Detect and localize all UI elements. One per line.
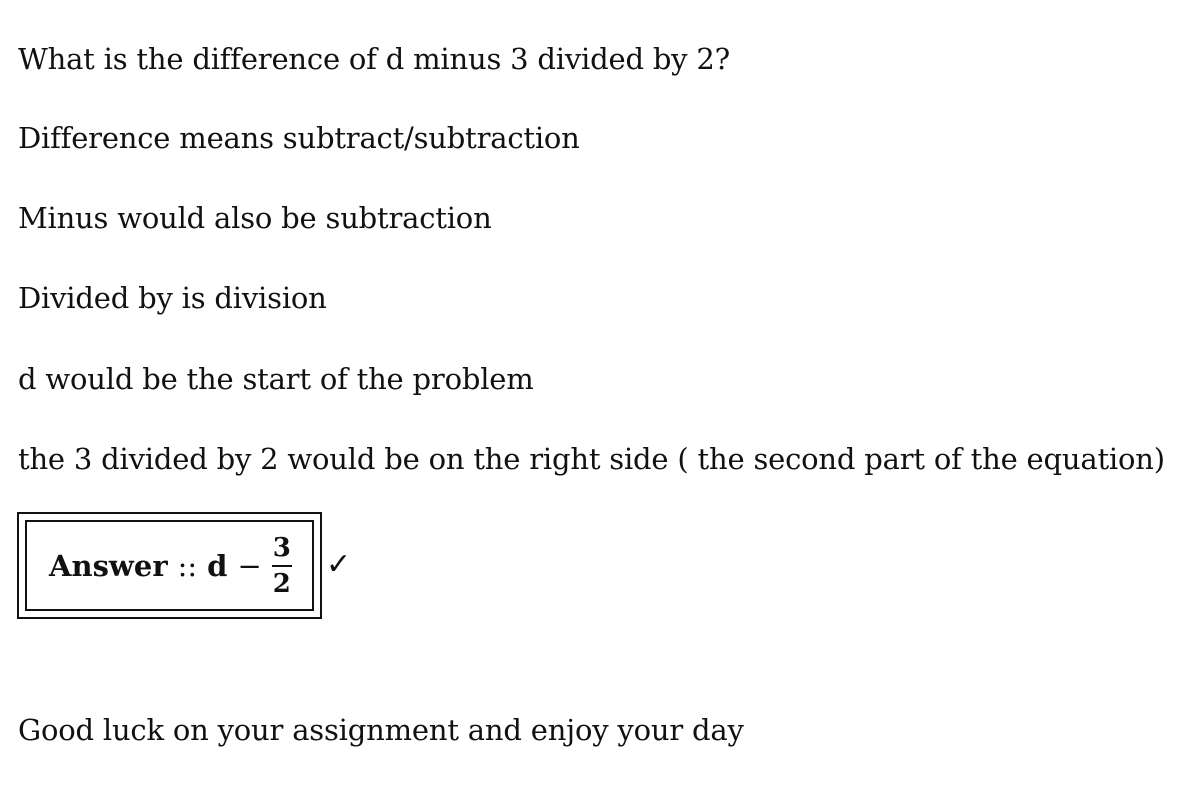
- explanation-line-minus: Minus would also be subtraction: [18, 201, 492, 235]
- answer-box-inner: [25, 520, 314, 611]
- fraction-denominator: 2: [272, 568, 291, 599]
- explanation-line-start: d would be the start of the problem: [18, 362, 534, 396]
- explanation-line-right-side: the 3 divided by 2 would be on the right side ( the second part of the equation): [18, 442, 1165, 476]
- fraction-numerator: 3: [272, 532, 291, 563]
- answer-operator: −: [237, 548, 262, 583]
- answer-box: [17, 512, 322, 619]
- explanation-line-divided: Divided by is division: [18, 281, 327, 315]
- answer-label: Answer: [49, 548, 168, 583]
- answer-separator: ::: [177, 548, 198, 583]
- answer-variable: d: [207, 548, 228, 583]
- explanation-line-difference: Difference means subtract/subtraction: [18, 121, 580, 155]
- closing-line: Good luck on your assignment and enjoy your day: [18, 713, 744, 747]
- question-line: What is the difference of d minus 3 divided by 2?: [18, 42, 730, 76]
- checkmark-icon: ✓: [326, 547, 352, 582]
- answer-fraction: [272, 534, 292, 598]
- fraction-bar: [272, 565, 292, 567]
